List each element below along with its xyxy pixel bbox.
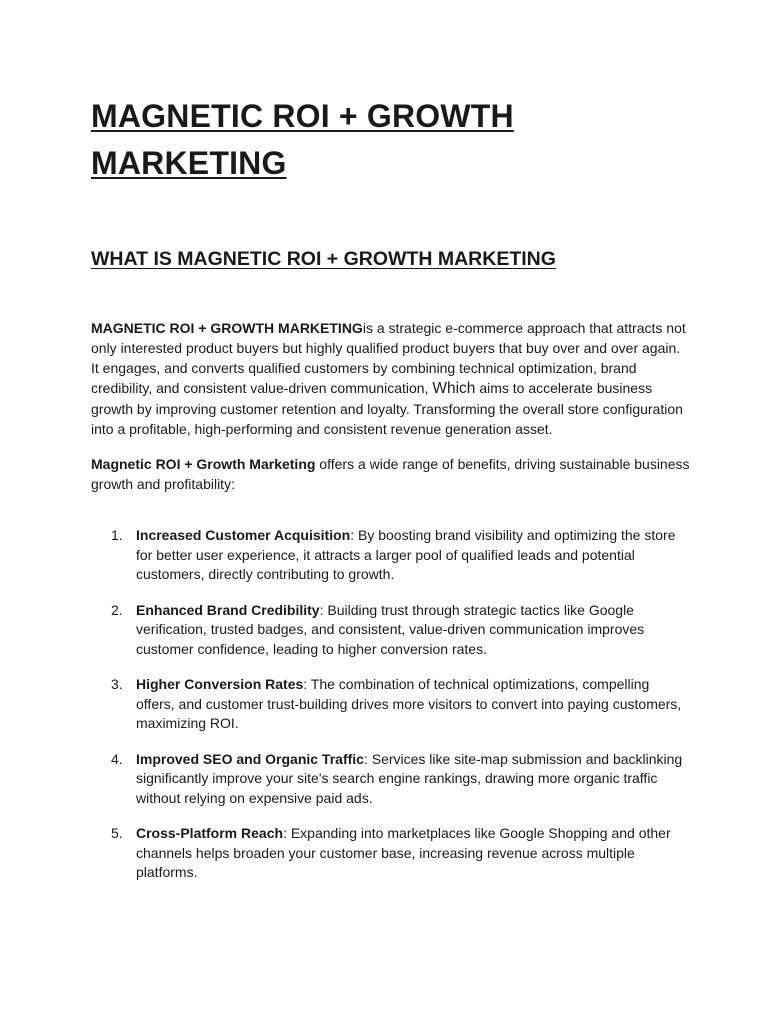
list-item-title: Cross-Platform Reach	[136, 825, 284, 841]
list-item-number: 4.	[111, 750, 123, 767]
benefits-list	[91, 526, 691, 899]
list-item-text: : The combination of technical optimizations, compelling offers, and customer trust-building drives more visitors to convert into paying customers, maximizing ROI.	[136, 676, 682, 731]
list-item	[91, 526, 691, 585]
list-item	[91, 750, 691, 809]
list-item-text: : Services like site-map submission and backlinking significantly improve your site's search engine rankings, drawing more organic traffic without relying on expensive paid ads.	[136, 750, 683, 806]
list-item-number: 5.	[111, 825, 123, 841]
list-item-title: Increased Customer Acquisition	[136, 527, 351, 543]
list-item-number: 2.	[111, 601, 123, 618]
benefits-intro-text: offers a wide range of benefits, driving sustainable business growth and profitability:	[91, 456, 690, 492]
intro-bold-lead: MAGNETIC ROI + GROWTH MARKETING	[91, 320, 363, 336]
intro-which-word: Which	[432, 380, 476, 397]
intro-paragraph	[91, 318, 691, 439]
list-item-text: : Expanding into marketplaces like Google Shopping and other channels helps broaden your customer base, increasing revenue across multiple platforms.	[136, 825, 671, 880]
list-item	[91, 824, 691, 883]
benefits-intro-bold-lead: Magnetic ROI + Growth Marketing	[91, 456, 316, 472]
section-heading: WHAT IS MAGNETIC ROI + GROWTH MARKETING	[91, 248, 556, 270]
intro-text-1: is a strategic e-commerce approach that attracts not only interested product buyers but highly qualified product buyers that buy over and over again. It engages, and converts qualified customers by combining technical optimization, brand credibility, and consistent value-driven communication,	[91, 320, 686, 396]
list-item-text: : By boosting brand visibility and optimizing the store for better user experience, it attracts a larger pool of qualified leads and potential customers, directly contributing to growth.	[136, 527, 676, 582]
list-item-title: Enhanced Brand Credibility	[136, 601, 320, 618]
list-item-title: Higher Conversion Rates	[136, 676, 304, 692]
list-item-title: Improved SEO and Organic Traffic	[136, 750, 364, 767]
list-item	[91, 675, 691, 734]
list-item-text: : Building trust through strategic tactics like Google verification, trusted badges, and consistent, value-driven communication improves customer confidence, leading to higher conversion rates.	[136, 601, 645, 657]
benefits-intro-paragraph	[91, 454, 691, 494]
document-title: MAGNETIC ROI + GROWTH MARKETING	[91, 98, 514, 181]
list-item	[91, 601, 691, 660]
intro-text-2: aims to accelerate business growth by improving customer retention and loyalty. Transforming the overall store configuration into a profitable, high-performing and consistent revenue generation asset.	[91, 380, 683, 437]
list-item-number: 1.	[111, 527, 123, 543]
list-item-number: 3.	[111, 676, 123, 692]
